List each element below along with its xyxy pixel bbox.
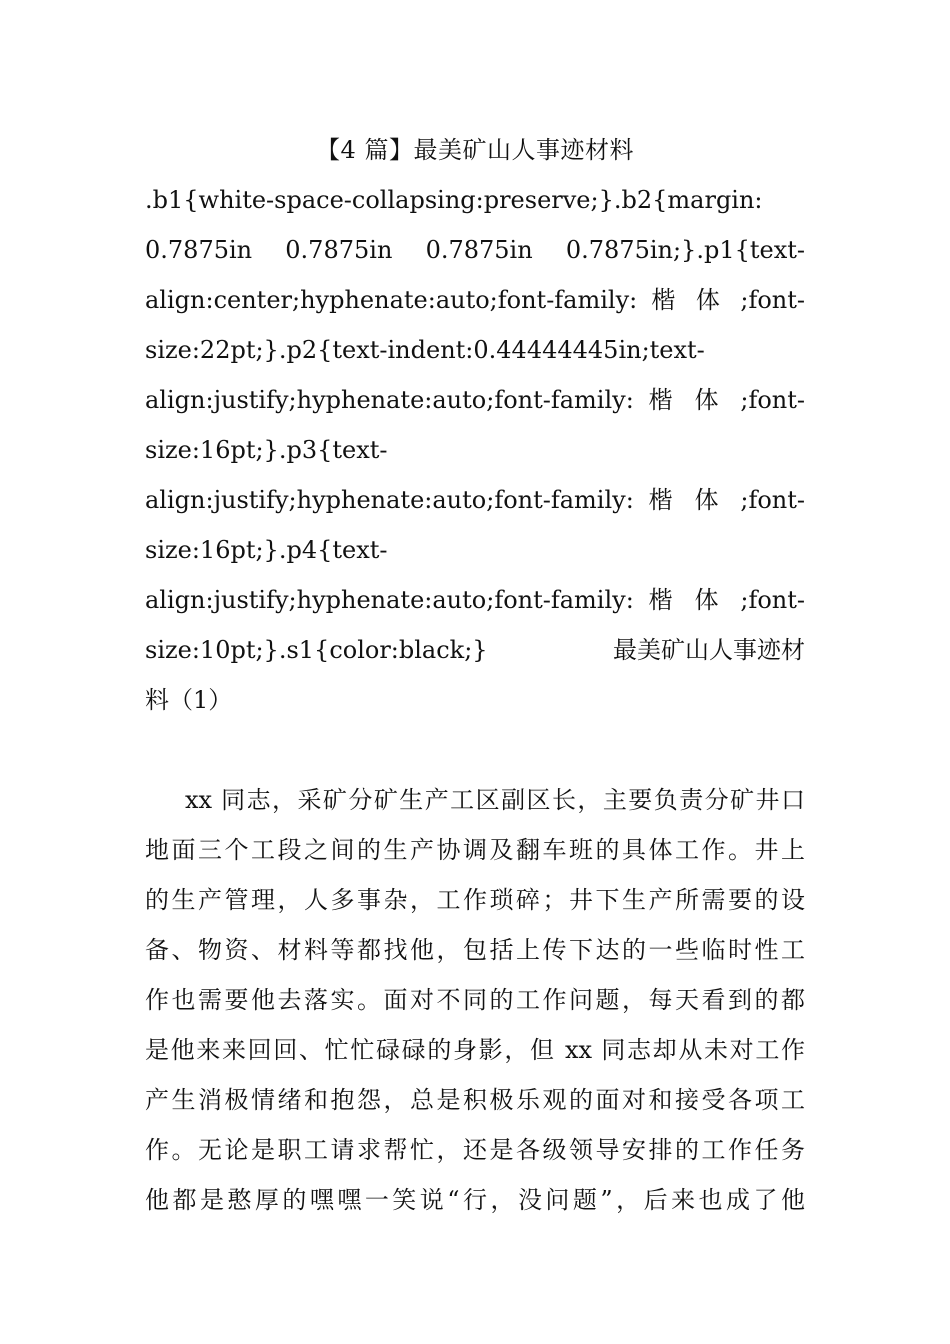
paragraph-line: 作也需要他去落实。面对不同的工作问题，每天看到的都 xyxy=(145,986,805,1014)
document-title: 【4 篇】最美矿山人事迹材料 xyxy=(316,136,634,164)
style-line: .b1{white-space-collapsing:preserve;}.b2{margin: xyxy=(145,186,763,214)
style-line: 0.7875in 0.7875in 0.7875in 0.7875in;}.p1{text- xyxy=(145,236,805,264)
section-heading-end: 料（1） xyxy=(145,686,233,714)
style-line: size:16pt;}.p3{text- xyxy=(145,436,388,464)
paragraph-line: 作。无论是职工请求帮忙，还是各级领导安排的工作任务 xyxy=(145,1136,805,1164)
paragraph-line: 产生消极情绪和抱怨，总是积极乐观的面对和接受各项工 xyxy=(145,1086,805,1114)
style-line: size:22pt;}.p2{text-indent:0.44444445in;text- xyxy=(145,336,705,364)
style-line: align:justify;hyphenate:auto;font-family: 楷 体 ;font- xyxy=(145,586,805,614)
style-definition-text xyxy=(145,175,805,725)
paragraph-line: 地面三个工段之间的生产协调及翻车班的具体工作。井上 xyxy=(145,836,805,864)
paragraph-line: 他都是憨厚的嘿嘿一笑说“行，没问题”，后来也成了他 xyxy=(145,1186,805,1214)
style-line: align:center;hyphenate:auto;font-family: 楷 体 ;font- xyxy=(145,286,805,314)
paragraph-line: xx 同志，采矿分矿生产工区副区长，主要负责分矿井口 xyxy=(185,786,805,814)
style-line: align:justify;hyphenate:auto;font-family: 楷 体 ;font- xyxy=(145,486,805,514)
style-line: size:16pt;}.p4{text- xyxy=(145,536,388,564)
body-paragraph xyxy=(145,775,805,1225)
style-line-end: size:10pt;}.s1{color:black;} xyxy=(145,636,488,664)
style-line: align:justify;hyphenate:auto;font-family: 楷 体 ;font- xyxy=(145,386,805,414)
paragraph-line: 是他来来回回、忙忙碌碌的身影，但 xx 同志却从未对工作 xyxy=(145,1036,805,1064)
paragraph-line: 备、物资、材料等都找他，包括上传下达的一些临时性工 xyxy=(145,936,805,964)
section-heading-start: 最美矿山人事迹材 xyxy=(613,636,805,664)
paragraph-line: 的生产管理，人多事杂，工作琐碎；井下生产所需要的设 xyxy=(145,886,805,914)
style-line-with-heading xyxy=(145,625,805,675)
